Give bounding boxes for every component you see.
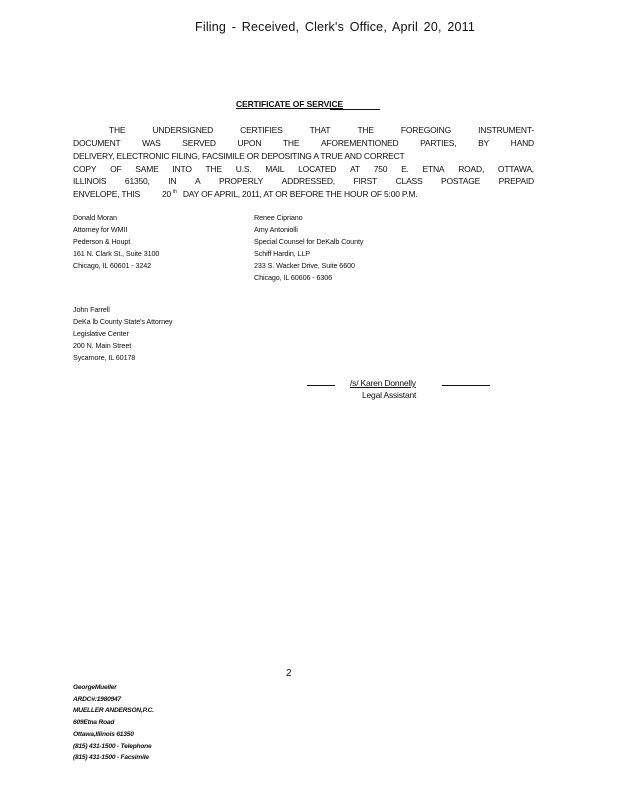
footer-line: (815) 431-1500 - Facsimile xyxy=(73,754,149,762)
recipient-bottom-line: Legislative Center xyxy=(73,329,129,338)
last-line-day: 20 xyxy=(161,189,172,199)
certificate-word: U.S. xyxy=(235,164,252,174)
certificate-word: THE xyxy=(282,138,300,148)
attorney-footer xyxy=(73,682,154,764)
certificate-word: E. xyxy=(401,164,409,174)
recipient-left-line: Donald Moran xyxy=(73,213,117,222)
certificate-word: OTTAWA, xyxy=(497,164,534,174)
certificate-word: UPON xyxy=(237,138,262,148)
certificate-word: PROPERLY xyxy=(219,176,264,186)
certificate-word: AFOREMENTIONED xyxy=(320,138,399,148)
certificate-line xyxy=(109,125,534,135)
recipient-left-line: Chicago, IL 60601 - 3242 xyxy=(73,261,152,270)
recipient-right-line: Amy Antoniolli xyxy=(254,225,298,234)
certificate-word: THE xyxy=(109,125,126,135)
recipient-bottom-line: 200 N. Main Street xyxy=(73,341,132,350)
certificate-word: FIRST xyxy=(353,176,378,186)
recipient-right-line: Schiff Hardin, LLP xyxy=(254,249,310,258)
recipient-right-line: 233 S. Wacker Drive, Suite 6600 xyxy=(254,261,355,270)
last-line-prefix: ENVELOPE, THIS xyxy=(73,189,140,199)
footer-line: (815) 431-1500 - Telephone xyxy=(73,742,152,750)
certificate-word: POSTAGE xyxy=(441,176,481,186)
certificate-line xyxy=(73,176,534,186)
certificate-word: HAND xyxy=(510,138,534,148)
title-underline xyxy=(330,109,380,110)
certificate-word: ILLINOIS xyxy=(73,176,107,186)
recipient-left-line: Attorney for WMII xyxy=(73,225,128,234)
certificate-line xyxy=(73,138,534,148)
certificate-word: LOCATED xyxy=(298,164,337,174)
certificate-word: SAME xyxy=(135,164,159,174)
certificate-word: WAS xyxy=(142,138,161,148)
certificate-word: ETNA xyxy=(422,164,445,174)
certificate-word: CERTIFIES xyxy=(240,125,283,135)
certificate-word: A xyxy=(194,176,201,186)
footer-line: MUELLER ANDERSON,P.C. xyxy=(73,707,154,715)
signature-rule-right xyxy=(442,385,490,386)
recipient-right-line: Chicago, IL 60606 - 6306 xyxy=(254,273,333,282)
footer-line: 609Etna Road xyxy=(73,719,115,727)
recipient-bottom-line: DeKa lb County State's Attorney xyxy=(73,317,173,326)
certificate-last-line xyxy=(73,189,534,199)
certificate-word: INTO xyxy=(172,164,192,174)
recipient-left-line: Pederson & Houpt xyxy=(73,237,131,246)
certificate-word: IN xyxy=(168,176,177,186)
signature-title: Legal Assistant xyxy=(362,390,417,400)
page-number: 2 xyxy=(286,668,292,679)
certificate-word: SERVED xyxy=(182,138,216,148)
recipient-left xyxy=(73,212,159,272)
footer-line: Ottawa,Illinois 61350 xyxy=(73,730,134,738)
last-line-sup: th xyxy=(173,189,177,195)
recipient-bottom-line: John Farrell xyxy=(73,305,110,314)
certificate-word: AT xyxy=(350,164,360,174)
certificate-word: OF xyxy=(110,164,122,174)
signature-rule-left xyxy=(307,385,335,386)
certificate-word: 61350, xyxy=(124,176,150,186)
certificate-word: 750 xyxy=(373,164,388,174)
certificate-word: THE xyxy=(357,125,374,135)
certificate-word: FOREGOING xyxy=(400,125,452,135)
footer-line: ARDC#:1980947 xyxy=(73,695,121,703)
certificate-word: CLASS xyxy=(395,176,423,186)
certificate-word: DOCUMENT xyxy=(73,138,121,148)
certificate-word: PREPAID xyxy=(498,176,534,186)
recipient-right xyxy=(254,212,363,284)
certificate-word: THE xyxy=(205,164,222,174)
footer-line: GeorgeMueller xyxy=(73,684,117,691)
certificate-word: INSTRUMENT- xyxy=(478,125,534,135)
certificate-word: ADDRESSED, xyxy=(281,176,335,186)
signature-name: /s/ Karen Donnelly xyxy=(350,378,416,388)
last-line-suffix: DAY OF APRIL, 2011, AT OR BEFORE THE HOUR OF 5:00 P.M. xyxy=(182,189,418,199)
certificate-word: MAIL xyxy=(265,164,285,174)
certificate-word: ROAD, xyxy=(458,164,485,174)
recipient-bottom-line: Sycamore, IL 60178 xyxy=(73,353,136,362)
certificate-line xyxy=(73,164,534,174)
certificate-word: THAT xyxy=(309,125,331,135)
certificate-line xyxy=(73,151,534,161)
certificate-word: DELIVERY, ELECTRONIC FILING, FACSIMILE OR DEPOSITING A TRUE AND CORRECT xyxy=(73,151,405,161)
recipient-right-line: Renee Cipriano xyxy=(254,213,303,222)
certificate-word: UNDERSIGNED xyxy=(152,125,214,135)
recipient-right-line: Special Counsel for DeKalb County xyxy=(254,237,364,246)
recipient-left-line: 161 N. Clark St., Suite 3100 xyxy=(73,249,160,258)
certificate-word: PARTIES, xyxy=(420,138,457,148)
recipient-bottom xyxy=(73,304,172,364)
filing-header: Filing - Received, Clerk's Office, April 20, 2011 xyxy=(195,20,476,34)
certificate-title: CERTIFICATE OF SERVICE xyxy=(236,99,344,109)
certificate-word: COPY xyxy=(73,164,97,174)
certificate-word: BY xyxy=(478,138,490,148)
